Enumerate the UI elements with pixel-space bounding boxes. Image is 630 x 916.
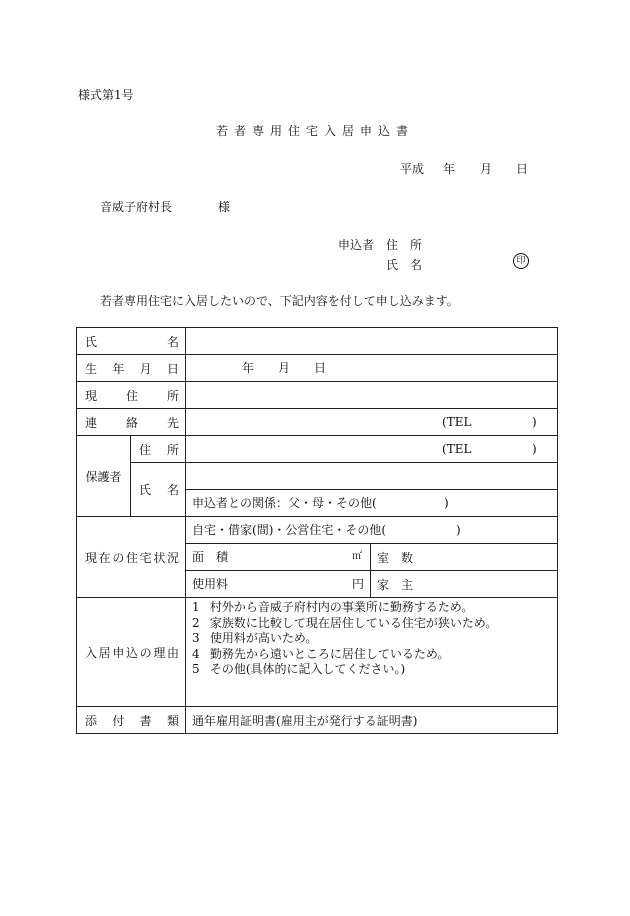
guardian-name-field[interactable] [186,463,558,490]
applicant-name-label: 氏 名 [386,258,423,272]
birthdate-field[interactable] [186,355,558,382]
applicant-address-label: 住 所 [386,238,423,252]
housing-types: 自宅・借家(間)・公営住宅・その他( [192,523,387,537]
reason-label: 入居申込の理由 [77,598,186,707]
guardian-tel-close: ) [532,442,537,456]
row-contact [77,409,558,436]
seal-mark: 印 [513,253,529,269]
addressee-honorific: 様 [218,200,231,214]
reason-number: 3 [192,631,200,645]
birthdate-day: 日 [314,361,327,375]
row-reasons [77,598,558,707]
row-guardian-address [77,436,558,463]
rooms-label: 室 数 [377,550,414,565]
area-field[interactable] [186,544,371,571]
area-label: 面 積 [192,550,229,564]
row-birthdate [77,355,558,382]
guardian-address-field[interactable] [186,436,558,463]
reason-number: 2 [192,615,200,630]
birthdate-label: 生年月日 [77,355,186,382]
form-number: 様式第1号 [78,88,134,102]
birthdate-year: 年 [242,361,255,375]
reason-text: 村外から音威子府村内の事業所に勤務するため。 [209,600,474,614]
addressee [100,198,231,215]
name-label: 氏名 [77,328,186,355]
reason-text: 家族数に比較して現在居住している住宅が狭いため。 [209,615,498,630]
relation-field[interactable] [186,490,558,517]
reason-text: その他(具体的に記入してください。) [209,662,406,676]
intro-text: 若者専用住宅に入居したいので、下記内容を付して申し込みます。 [100,294,459,308]
reason-item[interactable] [192,647,551,663]
reason-number: 4 [192,646,200,661]
birthdate-month: 月 [278,361,291,375]
rooms-field[interactable] [371,544,558,571]
rent-field[interactable] [186,571,371,598]
attachment-value: 通年雇用証明書(雇用主が発行する証明書) [186,707,558,734]
reason-item[interactable] [192,600,551,616]
address-label: 現住所 [77,382,186,409]
rent-unit: 円 [352,577,365,591]
guardian-name-label: 氏名 [131,463,186,517]
reason-item[interactable] [192,616,551,632]
applicant-label: 申込者 [338,238,375,252]
addressee-name: 音威子府村長 [100,200,173,214]
relation-text: 申込者との関係：父・母・その他( [192,496,377,510]
contact-tel-close: ) [532,415,537,429]
address-field[interactable] [186,382,558,409]
area-unit: ㎡ [352,551,363,562]
row-name [77,328,558,355]
document-title: 若者専用住宅入居申込書 [215,124,414,138]
housing-label: 現在の住宅状況 [77,517,186,598]
reason-item[interactable] [192,662,551,678]
reason-text: 使用料が高いため。 [209,631,318,645]
row-address [77,382,558,409]
guardian-tel-open: (TEL [442,442,472,456]
application-table [76,327,558,734]
rent-label: 使用料 [192,577,229,591]
contact-label: 連絡先 [77,409,186,436]
housing-type-field[interactable] [186,517,558,544]
name-field[interactable] [186,328,558,355]
row-housing-type [77,517,558,544]
date-day: 日 [516,162,529,176]
contact-field[interactable] [186,409,558,436]
reason-item[interactable] [192,631,551,647]
row-attachment [77,707,558,734]
attachment-label: 添付書類 [77,707,186,734]
relation-close: ) [444,496,449,510]
reason-number: 1 [192,600,200,614]
guardian-label: 保護者 [77,436,131,517]
housing-types-close: ) [456,523,461,537]
date-month: 月 [480,162,493,176]
row-guardian-name [77,463,558,490]
date-era: 平成 [400,162,425,176]
reasons-list [186,598,558,707]
householder-label: 家 主 [377,577,414,592]
guardian-address-label: 住所 [131,436,186,463]
reason-number: 5 [192,662,200,676]
reason-text: 勤務先から遠いところに居住しているため。 [209,646,450,661]
contact-tel-open: (TEL [442,415,472,429]
householder-field[interactable] [371,571,558,598]
date-year: 年 [443,162,456,176]
